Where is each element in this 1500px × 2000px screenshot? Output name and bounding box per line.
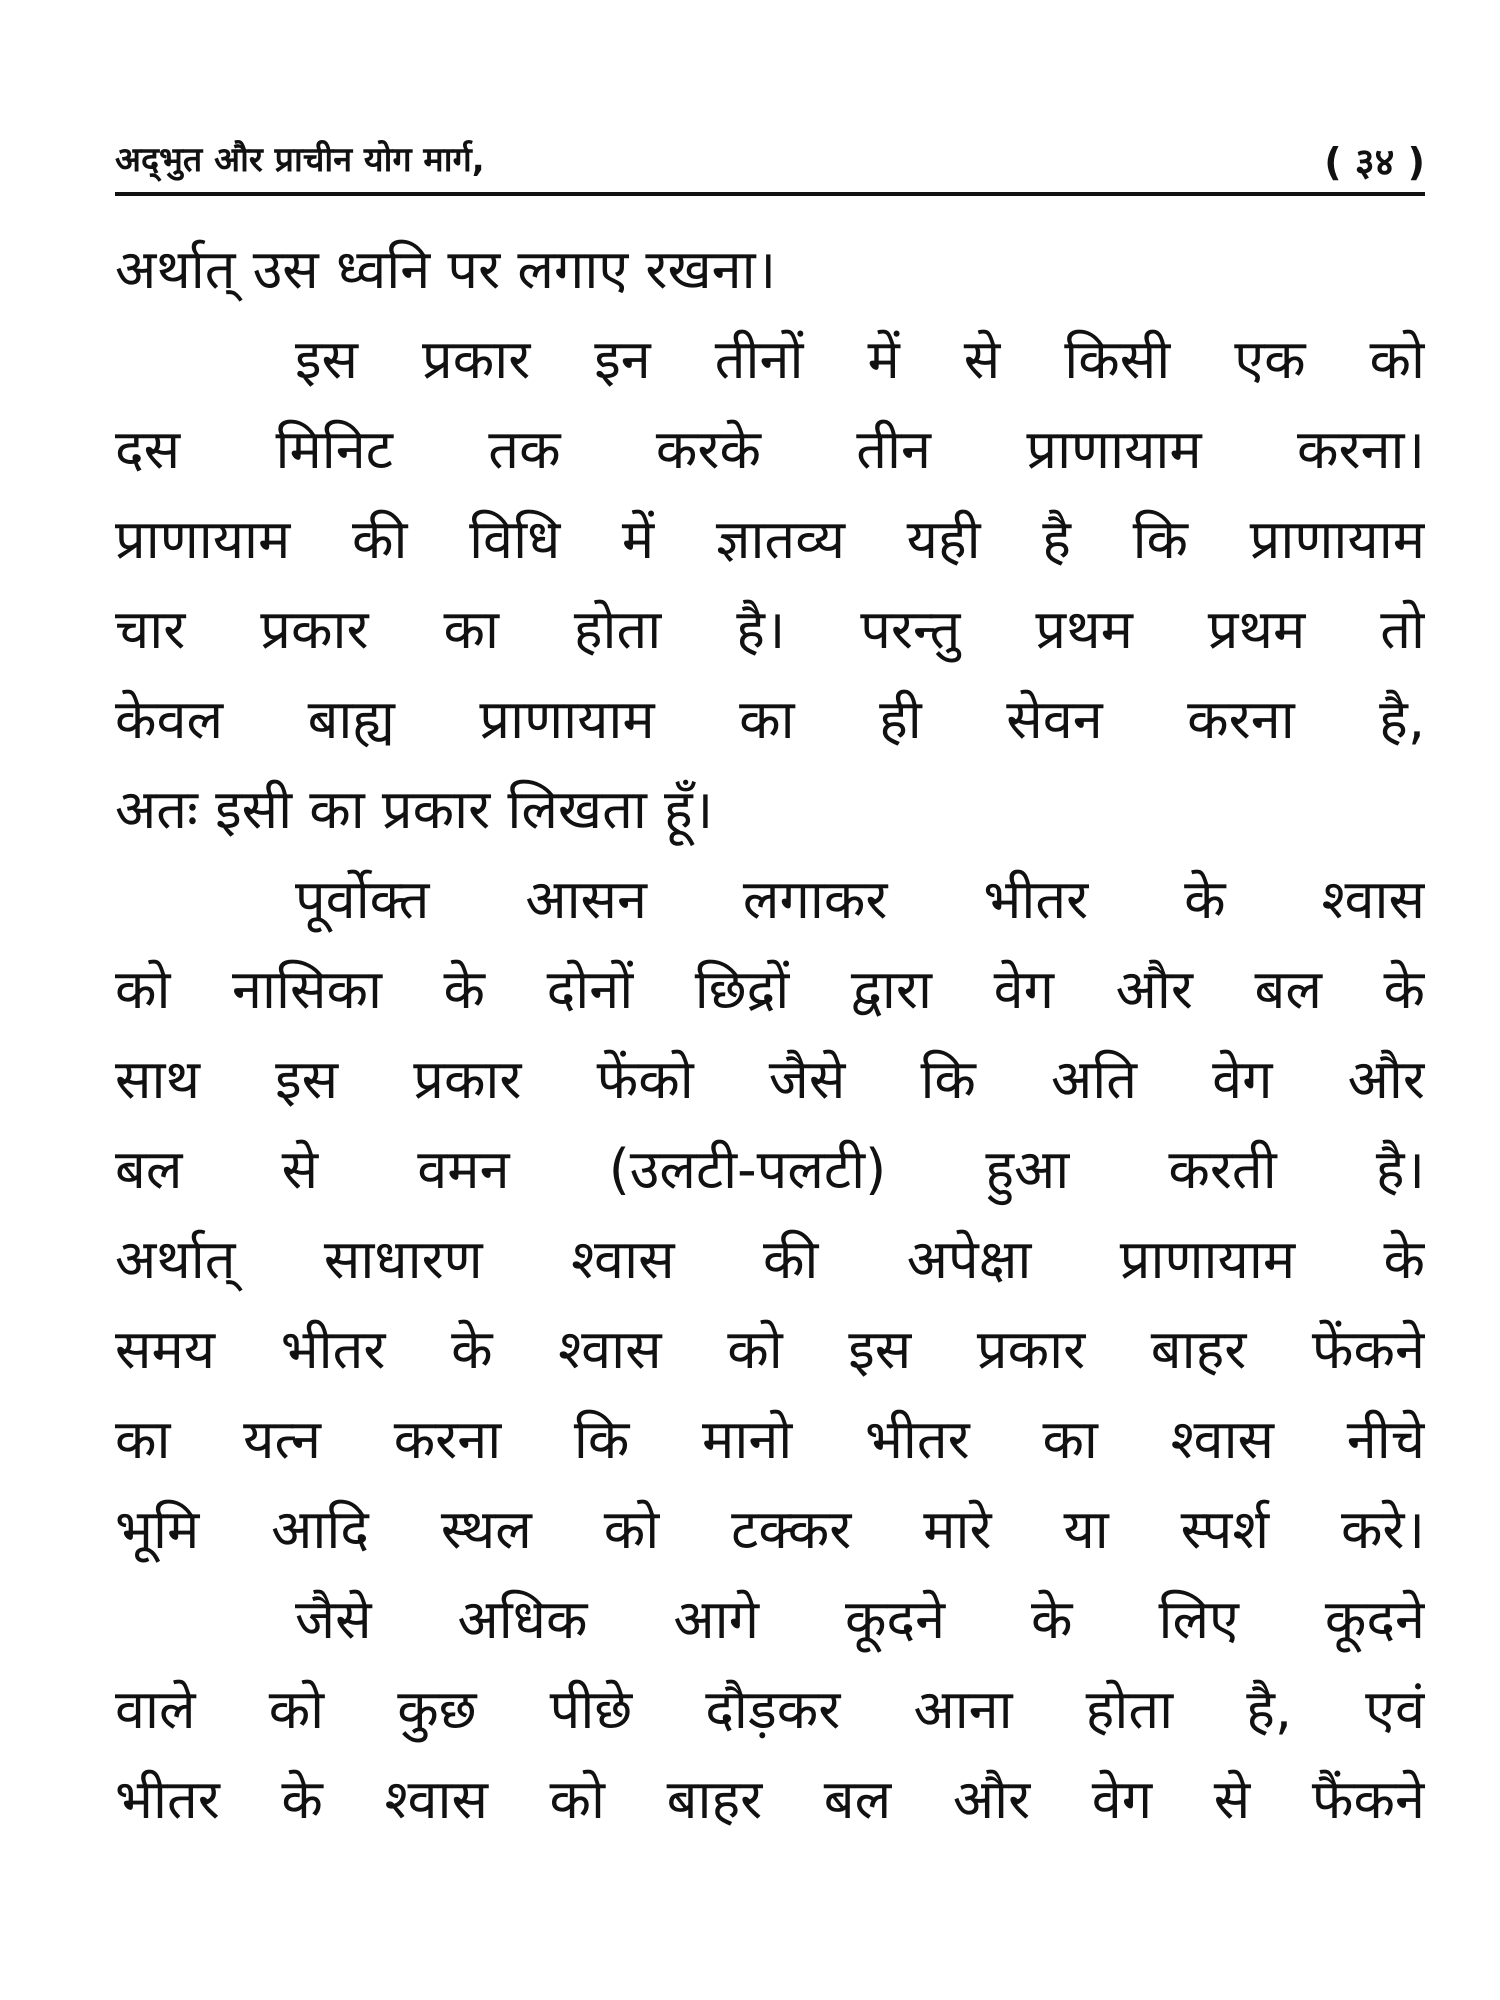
page-header [115, 135, 1425, 195]
text-line: पूर्वोक्त आसन लगाकर भीतर के श्वास [295, 868, 1425, 931]
text-line: साथ इस प्रकार फेंको जैसे कि अति वेग और [115, 1048, 1425, 1111]
text-line: जैसे अधिक आगे कूदने के लिए कूदने [295, 1588, 1425, 1651]
text-line: को नासिका के दोनों छिद्रों द्वारा वेग और बल के [115, 958, 1425, 1021]
text-line: भीतर के श्वास को बाहर बल और वेग से फैंकने [115, 1768, 1425, 1831]
text-line: इस प्रकार इन तीनों में से किसी एक को [295, 328, 1425, 391]
header-divider [115, 192, 1425, 196]
text-line: दस मिनिट तक करके तीन प्राणायाम करना। [115, 418, 1425, 481]
running-title: अद्‌भुत और प्राचीन योग मार्ग, [115, 140, 485, 180]
text-line: अर्थात् साधारण श्वास की अपेक्षा प्राणायाम के [115, 1228, 1425, 1291]
text-line: का यत्न करना कि मानो भीतर का श्वास नीचे [115, 1408, 1425, 1471]
text-line: भूमि आदि स्थल को टक्कर मारे या स्पर्श करे। [115, 1498, 1425, 1561]
text-line: बल से वमन (उलटी-पलटी) हुआ करती है। [115, 1138, 1425, 1201]
body-text [115, 225, 1425, 1845]
text-line: अतः इसी का प्रकार लिखता हूँ। [115, 778, 714, 841]
text-line: चार प्रकार का होता है। परन्तु प्रथम प्रथम तो [115, 598, 1425, 661]
text-line: अर्थात् उस ध्वनि पर लगाए रखना। [115, 238, 777, 301]
text-line: समय भीतर के श्वास को इस प्रकार बाहर फेंकने [115, 1318, 1425, 1381]
text-line: वाले को कुछ पीछे दौड़कर आना होता है, एवं [115, 1678, 1425, 1741]
text-line: केवल बाह्य प्राणायाम का ही सेवन करना है, [115, 688, 1425, 751]
page-number: ( ३४ ) [1324, 140, 1425, 184]
text-line: प्राणायाम की विधि में ज्ञातव्य यही है कि प्राणायाम [115, 508, 1425, 571]
